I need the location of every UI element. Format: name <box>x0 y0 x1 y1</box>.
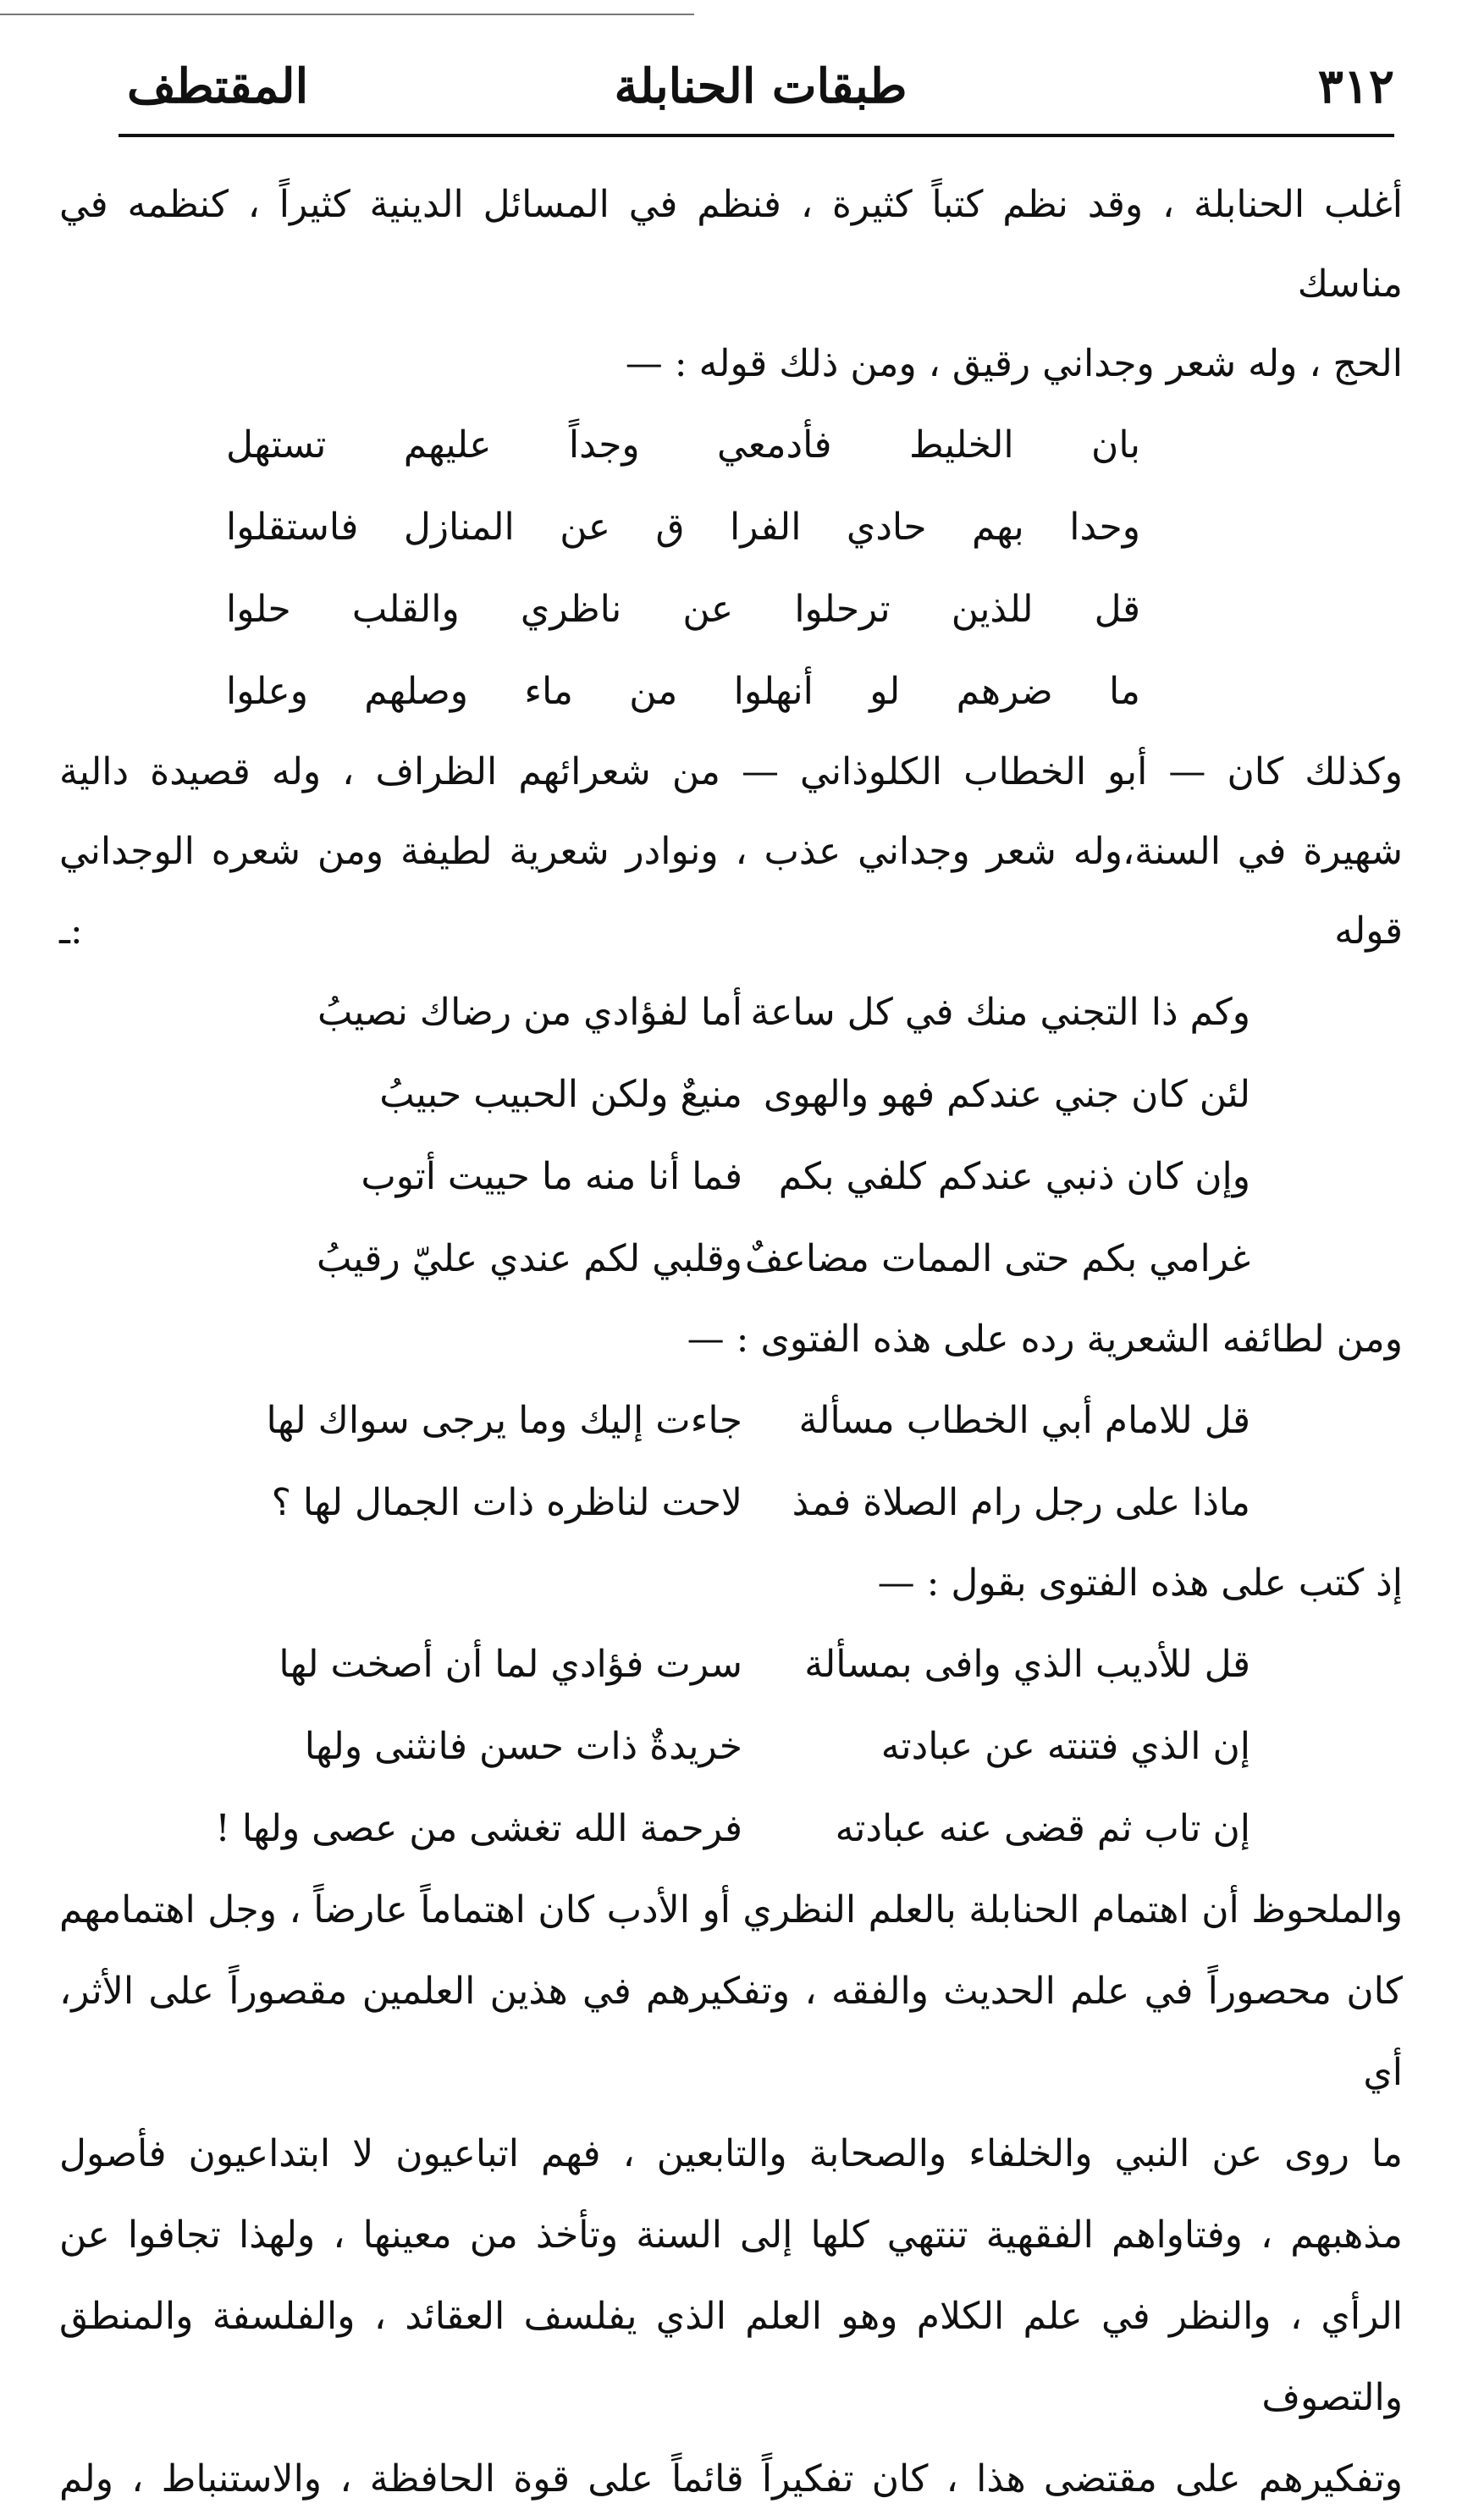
running-title: طبقات الحنابلة <box>614 58 908 114</box>
text-line: كان محصوراً في علم الحديث والفقه ، وتفكيرهم في هذين العلمين مقصوراً على الأثر، أي <box>59 1970 1403 2094</box>
verse <box>59 1705 1403 1788</box>
text-line: الحج ، وله شعر وجداني رقيق ، ومن ذلك قوله : — <box>625 342 1403 385</box>
verse <box>59 1788 1403 1870</box>
verse-first-hemistich: قل للامام أبي الخطاب مسألة <box>798 1399 1250 1442</box>
text-line: شهيرة في السنة،وله شعر وجداني عذب ، ونوادر شعرية لطيفة ومن شعره الوجداني قوله :ـ <box>59 830 1403 953</box>
verse-second-hemistich: لاحت لناظره ذات الجمال لها ؟ <box>271 1481 742 1524</box>
poem-4 <box>59 1623 1403 1870</box>
verse <box>59 1136 1403 1218</box>
poem-3 <box>59 1379 1403 1544</box>
verse-second-hemistich: فرحمة الله تغشى من عصى ولها ! <box>215 1807 742 1850</box>
verse <box>59 568 1403 650</box>
verse-first-hemistich: إن الذي فتنته عن عبادته <box>880 1725 1250 1768</box>
verse-second-hemistich: فما أنا منه ما حييت أتوب <box>361 1155 742 1198</box>
verse-text: قل للذين ترحلوا عن ناظري والقلب حلوا <box>226 588 1140 631</box>
text-line: وكذلك كان — أبو الخطاب الكلوذاني — من شعرائهم الظراف ، وله قصيدة دالية <box>59 750 1403 793</box>
text-line: الرأي ، والنظر في علم الكلام وهو العلم الذي يفلسف العقائد ، والفلسفة والمنطق والتصوف <box>59 2295 1403 2419</box>
page-number: ٣١٢ <box>1317 58 1394 114</box>
verse-second-hemistich: خريدةٌ ذات حسن فانثنى ولها <box>304 1725 742 1768</box>
poem-2 <box>59 971 1403 1300</box>
text-line: أغلب الحنابلة ، وقد نظم كتباً كثيرة ، فنظم في المسائل الدينية كثيراً ، كنظمه في مناسك <box>59 183 1403 306</box>
verse <box>59 404 1403 486</box>
text-line: ما روى عن النبي والخلفاء والصحابة والتابعين ، فهم اتباعيون لا ابتداعيون فأصول <box>59 2132 1403 2175</box>
verse <box>59 1379 1403 1462</box>
verse-second-hemistich: منيعٌ ولكن الحبيب حبيبُ <box>379 1073 742 1116</box>
verse-text: وحدا بهم حادي الفرا ق عن المنازل فاستقلوا <box>226 506 1140 549</box>
poem-1 <box>59 404 1403 732</box>
verse-second-hemistich: أما لفؤادي من رضاك نصيبُ <box>317 991 742 1034</box>
verse-text: ما ضرهم لو أنهلوا من ماء وصلهم وعلوا <box>226 670 1140 713</box>
verse-second-hemistich: جاءت إليك وما يرجى سواك لها <box>266 1399 742 1442</box>
verse-second-hemistich: وقلبي لكم عندي عليّ رقيبُ <box>316 1237 742 1280</box>
paragraph-4: إذ كتب على هذه الفتوى بقول : — <box>877 1561 1403 1605</box>
verse-first-hemistich: غرامي بكم حتى الممات مضاعفٌ <box>745 1237 1250 1280</box>
text-line: مذهبهم ، وفتاواهم الفقهية تنتهي كلها إلى السنة وتأخذ من معينها ، ولهذا تجافوا عن <box>59 2213 1403 2257</box>
verse-first-hemistich: ماذا على رجل رام الصلاة فمذ <box>792 1481 1250 1524</box>
verse <box>59 650 1403 732</box>
text-line: والملحوظ أن اهتمام الحنابلة بالعلم النظري أو الأدب كان اهتماماً عارضاً ، وجل اهتمامهم <box>59 1888 1403 1931</box>
page-header <box>127 52 1394 120</box>
verse-text: بان الخليط فأدمعي وجداً عليهم تستهل <box>226 423 1140 467</box>
page-body <box>59 165 1403 2520</box>
verse-first-hemistich: وإن كان ذنبي عندكم كلفي بكم <box>778 1155 1250 1198</box>
header-rule <box>119 134 1394 137</box>
verse <box>59 1053 1403 1136</box>
intro-paragraph <box>59 165 1403 404</box>
verse-first-hemistich: إن تاب ثم قضى عنه عبادته <box>835 1807 1250 1850</box>
verse-first-hemistich: وكم ذا التجني منك في كل ساعة <box>750 991 1250 1034</box>
verse <box>59 1462 1403 1544</box>
verse <box>59 486 1403 568</box>
verse <box>59 1623 1403 1705</box>
text-line: وتفكيرهم على مقتضى هذا ، كان تفكيراً قائماً على قوة الحافظة ، والاستنباط ، ولم <box>59 2457 1403 2501</box>
verse <box>59 971 1403 1053</box>
paragraph-2 <box>59 732 1403 971</box>
verse <box>59 1218 1403 1300</box>
verse-second-hemistich: سرت فؤادي لما أن أصخت لها <box>279 1643 742 1686</box>
paragraph-3: ومن لطائفه الشعرية رده على هذه الفتوى : — <box>687 1318 1403 1361</box>
top-rule <box>0 14 694 15</box>
verse-first-hemistich: قل للأديب الذي وافى بمسألة <box>804 1643 1250 1686</box>
verse-first-hemistich: لئن كان جني عندكم فهو والهوى <box>763 1073 1250 1116</box>
paragraph-5 <box>59 1870 1403 2520</box>
section-title: المقتطف <box>127 58 309 114</box>
